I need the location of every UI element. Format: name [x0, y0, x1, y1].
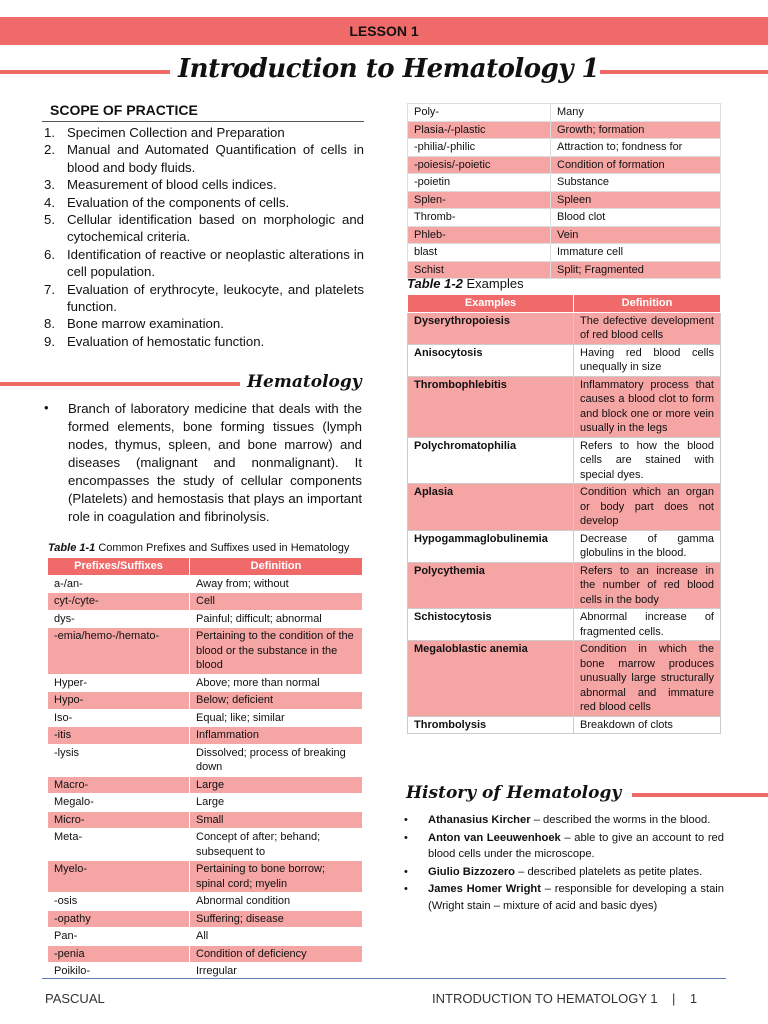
table-cell-term: Schistocytosis	[408, 609, 574, 641]
table-row	[48, 727, 363, 745]
history-person-name: James Homer Wright	[428, 883, 541, 895]
table-row	[408, 226, 721, 244]
table2-header-definition: Definition	[574, 295, 721, 313]
history-item-text	[428, 881, 724, 914]
table-row	[48, 692, 363, 710]
table-row	[408, 139, 721, 157]
history-item	[400, 881, 724, 914]
scope-item-text: Measurement of blood cells indices.	[67, 177, 277, 193]
table2-header-examples: Examples	[408, 295, 574, 313]
table-cell-definition: Cell	[190, 593, 363, 611]
table-cell-term: Thrombophlebitis	[408, 376, 574, 437]
table-cell-term: Pan-	[48, 928, 190, 946]
table-cell-term: Plasia-/-plastic	[408, 121, 551, 139]
scope-item-text: Evaluation of the components of cells.	[67, 194, 290, 210]
table-cell-definition: Large	[190, 776, 363, 794]
table-row	[408, 104, 721, 122]
table-row	[48, 945, 363, 963]
table-cell-definition: Condition of deficiency	[190, 945, 363, 963]
table2-caption-label: Table 1-2	[407, 276, 463, 291]
table-cell-term: Myelo-	[48, 861, 190, 893]
table-cell-definition: Abnormal condition	[190, 893, 363, 911]
table-cell-definition: Refers to how the blood cells are stained with special dyes.	[574, 437, 721, 484]
table1-caption	[48, 542, 349, 554]
table1-header-prefix: Prefixes/Suffixes	[48, 558, 190, 576]
table-cell-term: Micro-	[48, 811, 190, 829]
table-row	[408, 530, 721, 562]
table-row	[408, 121, 721, 139]
table-cell-term: -penia	[48, 945, 190, 963]
table-cell-definition: Condition which an organ or body part does not develop	[574, 484, 721, 531]
table-cell-definition: Below; deficient	[190, 692, 363, 710]
table-row	[408, 562, 721, 609]
table-cell-term: Macro-	[48, 776, 190, 794]
table-row	[48, 776, 363, 794]
table-row	[48, 593, 363, 611]
table-cell-definition: Growth; formation	[551, 121, 721, 139]
scope-item-number: 7.	[44, 281, 55, 297]
table-cell-definition: Inflammatory process that causes a blood clot to form and block one or more vein usually in the legs	[574, 376, 721, 437]
table-cell-term: Hypogammaglobulinemia	[408, 530, 574, 562]
table-cell-term: -itis	[48, 727, 190, 745]
table-cell-term: Polychromatophilia	[408, 437, 574, 484]
prefix-suffix-table-continued	[407, 103, 721, 279]
history-item	[400, 864, 724, 881]
table-row	[48, 893, 363, 911]
table-cell-definition: Away from; without	[190, 575, 363, 593]
history-description: – responsible for developing a stain (Wright stain – mixture of acid and basic dyes)	[428, 883, 724, 912]
table-cell-definition: Irregular	[190, 963, 363, 981]
table-cell-definition: Having red blood cells unequally in size	[574, 344, 721, 376]
scope-item	[42, 315, 364, 332]
history-item	[400, 830, 724, 863]
scope-item-number: 6.	[44, 246, 55, 262]
table-row	[408, 484, 721, 531]
table-cell-term: -philia/-philic	[408, 139, 551, 157]
table-cell-definition: Equal; like; similar	[190, 709, 363, 727]
table-cell-term: Thrombolysis	[408, 716, 574, 734]
table-row	[408, 244, 721, 262]
scope-item-number: 8.	[44, 316, 55, 332]
table-cell-definition: All	[190, 928, 363, 946]
table1-header-definition: Definition	[190, 558, 363, 576]
table-row	[48, 575, 363, 593]
hematology-divider	[0, 382, 240, 386]
table1-caption-text: Common Prefixes and Suffixes used in Hematology	[95, 542, 350, 554]
table-row	[48, 910, 363, 928]
table-cell-definition: Blood clot	[551, 209, 721, 227]
table2-caption	[407, 276, 524, 291]
scope-item	[42, 176, 364, 193]
table-cell-definition: Pertaining to the condition of the blood or the substance in the blood	[190, 628, 363, 675]
table-cell-definition: Suffering; disease	[190, 910, 363, 928]
title-divider-right	[600, 70, 768, 74]
scope-item	[42, 246, 364, 281]
table-cell-term: Phleb-	[408, 226, 551, 244]
table-cell-definition: Decrease of gamma globulins in the blood.	[574, 530, 721, 562]
table-cell-term: dys-	[48, 610, 190, 628]
table-cell-term: -emia/hemo-/hemato-	[48, 628, 190, 675]
table-cell-definition: Dissolved; process of breaking down	[190, 744, 363, 776]
history-item-text	[428, 812, 724, 829]
table-cell-definition: Spleen	[551, 191, 721, 209]
table-cell-term: -lysis	[48, 744, 190, 776]
scope-item-text: Bone marrow examination.	[67, 316, 224, 332]
table-cell-definition: Substance	[551, 174, 721, 192]
history-divider	[632, 793, 768, 797]
bullet-icon: •	[404, 831, 408, 844]
scope-item-text: Cellular identification based on morphologic and cytochemical criteria.	[67, 212, 364, 245]
table-row	[408, 376, 721, 437]
scope-item-number: 9.	[44, 333, 55, 349]
table-row	[48, 861, 363, 893]
examples-table	[407, 294, 721, 734]
table-cell-term: Anisocytosis	[408, 344, 574, 376]
bullet-icon: •	[404, 865, 408, 878]
history-item-text	[428, 830, 724, 863]
scope-item-number: 3.	[44, 177, 55, 193]
page-title: Introduction to Hematology 1	[178, 54, 600, 84]
bullet-icon: •	[404, 814, 408, 826]
history-person-name: Anton van Leeuwenhoek	[428, 831, 561, 844]
table-row	[408, 191, 721, 209]
history-list	[400, 812, 724, 915]
history-item-text	[428, 864, 724, 881]
scope-item	[42, 211, 364, 246]
scope-item-number: 4.	[44, 194, 55, 210]
table-row	[408, 641, 721, 717]
table-row	[408, 344, 721, 376]
title-row	[0, 50, 768, 94]
scope-item-text: Identification of reactive or neoplastic alterations in cell population.	[67, 246, 364, 280]
table-row	[48, 709, 363, 727]
scope-item	[42, 194, 364, 211]
table-row	[48, 744, 363, 776]
history-description: – described the worms in the blood.	[530, 814, 711, 826]
scope-item-text: Evaluation of erythrocyte, leukocyte, and platelets function.	[67, 281, 364, 315]
table-cell-term: -opathy	[48, 910, 190, 928]
table-row	[408, 609, 721, 641]
scope-item-number: 5.	[44, 212, 55, 228]
table-cell-term: Schist	[408, 261, 551, 279]
table-cell-definition: Large	[190, 794, 363, 812]
table-cell-definition: Split; Fragmented	[551, 261, 721, 279]
table-cell-term: -poietin	[408, 174, 551, 192]
scope-item-text: Evaluation of hemostatic function.	[67, 333, 265, 349]
bullet-icon: •	[44, 400, 49, 415]
table-cell-term: cyt-/cyte-	[48, 593, 190, 611]
table-cell-term: Poikilo-	[48, 963, 190, 981]
table-row	[48, 794, 363, 812]
table-cell-term: Dyserythropoiesis	[408, 312, 574, 344]
table-row	[408, 174, 721, 192]
table-row	[408, 209, 721, 227]
table-cell-term: Thromb-	[408, 209, 551, 227]
table-cell-term: Megaloblastic anemia	[408, 641, 574, 717]
lesson-banner: LESSON 1	[0, 17, 768, 45]
table-cell-definition: Above; more than normal	[190, 674, 363, 692]
history-person-name: Athanasius Kircher	[428, 814, 531, 826]
table-cell-term: Aplasia	[408, 484, 574, 531]
table-row	[48, 928, 363, 946]
table-cell-definition: Condition in which the bone marrow produces unusually large structurally abnormal and immature red blood cells	[574, 641, 721, 717]
table-row	[48, 610, 363, 628]
scope-item	[42, 281, 364, 316]
table-cell-definition: Inflammation	[190, 727, 363, 745]
table-row	[48, 811, 363, 829]
table-cell-definition: Abnormal increase of fragmented cells.	[574, 609, 721, 641]
footer-author: PASCUAL	[45, 991, 105, 1006]
table-cell-definition: Refers to an increase in the number of red blood cells in the body	[574, 562, 721, 609]
footer-divider	[42, 978, 726, 979]
table-cell-term: blast	[408, 244, 551, 262]
table-cell-term: Hypo-	[48, 692, 190, 710]
table-row	[408, 312, 721, 344]
scope-item-number: 2.	[44, 142, 55, 158]
scope-item-number: 1.	[44, 125, 55, 140]
table-row	[48, 829, 363, 861]
table-cell-definition: Pertaining to bone borrow; spinal cord; myelin	[190, 861, 363, 893]
hematology-text: Branch of laboratory medicine that deals with the formed elements, bone forming tissues (lymph nodes, thymus, spleen, and bone marrow) and diseases (malignant and nonmalignant). It encompasses the study of cellular components (Platelets) and hemostasis that plays an important role in coagulation and fibrinolysis.	[68, 401, 362, 524]
table-cell-definition: Concept of after; behand; subsequent to	[190, 829, 363, 861]
history-description: – able to give an account to red blood cells under the microscope.	[428, 831, 724, 860]
table-row	[408, 437, 721, 484]
hematology-definition	[42, 400, 362, 526]
table-row	[48, 674, 363, 692]
table-cell-term: -osis	[48, 893, 190, 911]
scope-item	[42, 124, 364, 141]
history-section-header	[400, 783, 768, 807]
hematology-heading: Hematology	[247, 372, 362, 392]
table1-caption-label: Table 1-1	[48, 542, 96, 554]
table-cell-definition: Painful; difficult; abnormal	[190, 610, 363, 628]
scope-of-practice	[42, 102, 364, 350]
table-cell-definition: Vein	[551, 226, 721, 244]
table-cell-term: Iso-	[48, 709, 190, 727]
table2-caption-text: Examples	[462, 276, 524, 291]
history-item	[400, 812, 724, 829]
table-cell-definition: Many	[551, 104, 721, 122]
table-row	[408, 716, 721, 734]
prefix-suffix-table	[47, 557, 363, 981]
table-cell-definition: Attraction to; fondness for	[551, 139, 721, 157]
hematology-section-header	[0, 372, 368, 396]
scope-item	[42, 333, 364, 350]
bullet-icon: •	[404, 883, 408, 895]
table-cell-term: -poiesis/-poietic	[408, 156, 551, 174]
table-cell-definition: Condition of formation	[551, 156, 721, 174]
table-cell-term: Hyper-	[48, 674, 190, 692]
history-person-name: Giulio Bizzozero	[428, 865, 516, 878]
table-cell-term: Poly-	[408, 104, 551, 122]
footer-page-info: INTRODUCTION TO HEMATOLOGY 1 | 1	[432, 991, 698, 1006]
history-description: – described platelets as petite plates.	[515, 865, 703, 878]
table-cell-definition: Immature cell	[551, 244, 721, 262]
table-cell-term: Polycythemia	[408, 562, 574, 609]
history-heading: History of Hematology	[406, 783, 622, 803]
table-cell-term: a-/an-	[48, 575, 190, 593]
scope-item	[42, 141, 364, 176]
table-cell-definition: Breakdown of clots	[574, 716, 721, 734]
scope-item-text: Specimen Collection and Preparation	[67, 125, 285, 140]
table-cell-term: Megalo-	[48, 794, 190, 812]
table-cell-definition: The defective development of red blood cells	[574, 312, 721, 344]
table-cell-term: Splen-	[408, 191, 551, 209]
title-divider-left	[0, 70, 170, 74]
scope-list	[42, 124, 364, 350]
table-cell-definition: Small	[190, 811, 363, 829]
table-row	[48, 628, 363, 675]
table-cell-term: Meta-	[48, 829, 190, 861]
table-row	[408, 156, 721, 174]
scope-heading: SCOPE OF PRACTICE	[42, 102, 364, 122]
scope-item-text: Manual and Automated Quantification of cells in blood and body fluids.	[67, 142, 364, 175]
